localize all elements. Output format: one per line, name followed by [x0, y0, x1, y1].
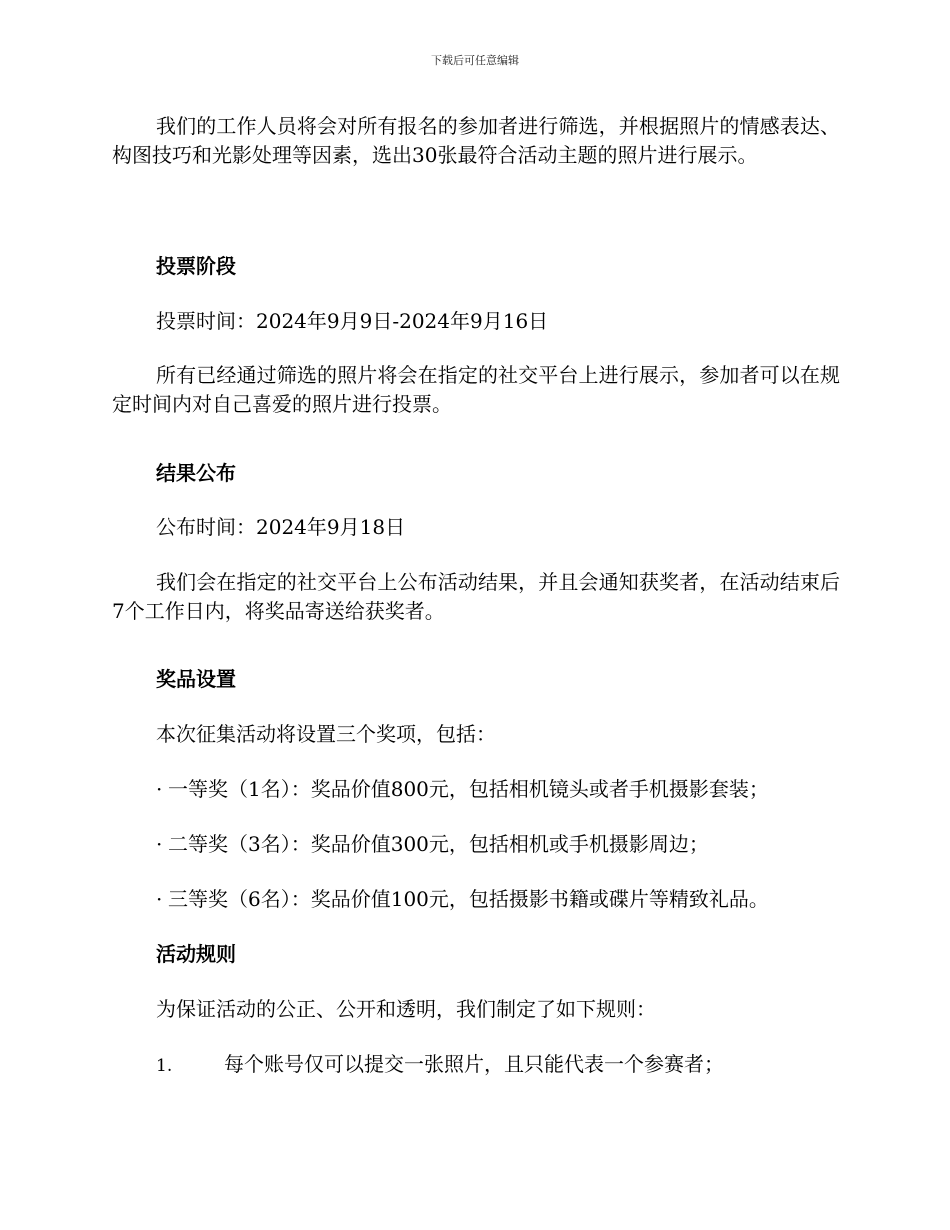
rules-intro: 为保证活动的公正、公开和透明，我们制定了如下规则： [156, 997, 656, 1021]
prize-item-first [156, 775, 769, 804]
prizes-heading: 奖品设置 [156, 667, 236, 691]
prize-text: 三等奖（6名）：奖品价值100元，包括摄影书籍或碟片等精致礼品。 [168, 887, 769, 911]
voting-description: 所有已经通过筛选的照片将会在指定的社交平台上进行展示，参加者可以在规定时间内对自己喜爱的照片进行投票。 [112, 363, 840, 416]
results-description: 我们会在指定的社交平台上公布活动结果，并且会通知获奖者，在活动结束后7个工作日内，将奖品寄送给获奖者。 [112, 570, 840, 623]
rules-heading: 活动规则 [156, 942, 236, 966]
prizes-intro: 本次征集活动将设置三个奖项，包括： [156, 722, 496, 746]
results-time: 公布时间：2024年9月18日 [156, 515, 406, 539]
voting-time: 投票时间：2024年9月9日-2024年9月16日 [156, 309, 549, 333]
rule-text: 每个账号仅可以提交一张照片，且只能代表一个参赛者； [224, 1052, 724, 1076]
voting-heading: 投票阶段 [156, 254, 236, 278]
intro-paragraph: 我们的工作人员将会对所有报名的参加者进行筛选，并根据照片的情感表达、构图技巧和光影处理等因素，选出30张最符合活动主题的照片进行展示。 [112, 114, 840, 167]
page-header: 下载后可任意编辑 [431, 54, 519, 67]
bullet-icon: · [156, 887, 163, 911]
prize-text: 一等奖（1名）：奖品价值800元，包括相机镜头或者手机摄影套装； [168, 777, 769, 801]
bullet-icon: · [156, 777, 163, 801]
prize-item-third [156, 885, 769, 914]
rule-item [156, 1050, 724, 1081]
results-heading: 结果公布 [156, 461, 236, 485]
bullet-icon: · [156, 832, 163, 856]
prize-item-second [156, 830, 709, 859]
prize-text: 二等奖（3名）：奖品价值300元，包括相机或手机摄影周边； [168, 832, 709, 856]
rule-number: 1. [156, 1056, 173, 1076]
